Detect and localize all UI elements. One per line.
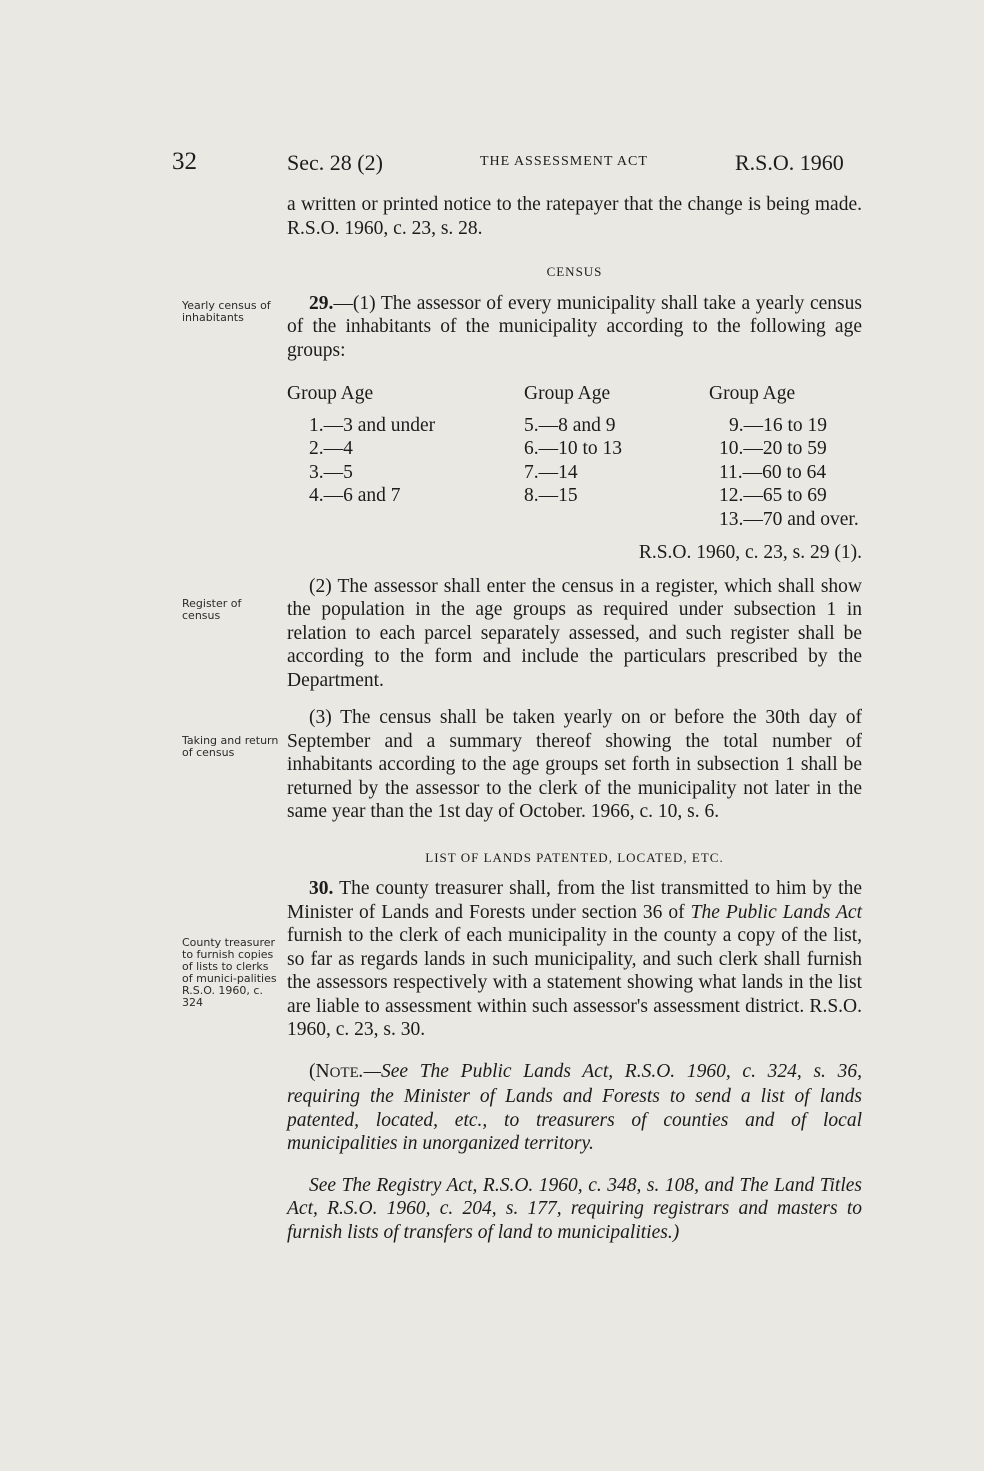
table-cell	[524, 508, 709, 532]
table-header-cell: Group Age	[709, 383, 796, 404]
note-paragraph	[287, 1060, 862, 1156]
margin-note-taking-return: Taking and return of census	[182, 734, 279, 759]
running-title: THE ASSESSMENT ACT	[480, 154, 648, 169]
table-cell: 4.—6 and 7	[309, 485, 401, 506]
table-header-row	[287, 382, 862, 414]
page-header	[0, 148, 984, 178]
margin-note-yearly-census: Yearly census of inhabitants	[182, 299, 271, 324]
intro-paragraph: a written or printed notice to the ratepayer that the change is being made. R.S.O. 1960, c. 23, s. 28.	[287, 194, 862, 239]
table-cell: 8.—15	[524, 485, 578, 506]
table-row	[287, 484, 862, 508]
section-30-number: 30.	[309, 878, 334, 899]
table-cell	[287, 508, 524, 532]
table-cell: 11.—60 to 64	[719, 461, 827, 483]
table-cell: 9.—16 to 19	[729, 414, 828, 436]
section-29-3-paragraph: (3) The census shall be taken yearly on or before the 30th day of September and a summary thereof showing the total number of inhabitants according to the age groups set forth in subsection 1 shall be returned by the assessor to the clerk of the municipality not later in the same year than the 1st day of October. 1966, c. 10, s. 6.	[287, 707, 862, 822]
note-text: .—See The Public Lands Act, R.S.O. 1960, c. 324, s. 36, requiring the Minister of Lands and Forests to send a list of lands patented, located, etc., to treasurers of counties and of local municipalities in unorganized territory.	[287, 1060, 862, 1154]
section-30-text-a: The county treasurer shall, from the list transmitted to him by the Minister of Lands and Forests under section 36 of	[287, 878, 862, 923]
table-cell: 2.—4	[309, 438, 353, 459]
heading-lands-patented: LIST OF LANDS PATENTED, LOCATED, ETC.	[425, 849, 724, 865]
page-number: 32	[172, 148, 197, 175]
public-lands-act-title: The Public Lands Act	[690, 901, 862, 923]
age-groups-table	[287, 382, 862, 531]
section-29-citation: R.S.O. 1960, c. 23, s. 29 (1).	[638, 542, 862, 563]
section-reference: Sec. 28 (2)	[287, 150, 383, 175]
table-cell: 10.—20 to 59	[719, 438, 827, 459]
table-row	[287, 414, 862, 438]
section-29-text: —(1) The assessor of every municipality shall take a yearly census of the inhabitants of the municipality according to the following age groups:	[287, 292, 862, 361]
note-label: OTE	[329, 1064, 359, 1081]
section-29-2-paragraph: (2) The assessor shall enter the census in a register, which shall show the population in the age groups as required under subsection 1 in relation to each parcel separately assessed, and such register shall be according to the form and include the particulars prescribed by the Department.	[287, 575, 862, 691]
document-body	[287, 193, 862, 1244]
table-row	[287, 508, 862, 532]
table-cell: 7.—14	[524, 461, 578, 483]
table-header-cell: Group Age	[287, 383, 374, 404]
table-cell: 13.—70 and over.	[719, 508, 859, 530]
margin-note-county-treasurer: County treasurer to furnish copies of lists to clerks of munici-palities R.S.O. 1960, c. 324	[182, 936, 277, 1009]
heading-census: CENSUS	[546, 264, 603, 279]
section-29-number: 29.	[309, 292, 334, 314]
section-29-paragraph	[287, 292, 862, 363]
table-row	[287, 461, 862, 485]
margin-note-register: Register of census	[182, 597, 242, 622]
table-cell: 3.—5	[309, 461, 353, 483]
table-cell: 12.—65 to 69	[719, 485, 827, 506]
statute-reference: R.S.O. 1960	[735, 150, 844, 175]
table-row	[287, 437, 862, 461]
table-header-cell: Group Age	[524, 383, 611, 404]
table-cell: 1.—3 and under	[309, 414, 436, 436]
table-cell: 6.—10 to 13	[524, 438, 623, 459]
note-second-paragraph: See The Registry Act, R.S.O. 1960, c. 348, s. 108, and The Land Titles Act, R.S.O. 1960, c. 204, s. 177, requiring registrars and masters to furnish lists of transfers of land to municipalities.)	[287, 1174, 862, 1243]
note-open: (N	[309, 1060, 330, 1082]
section-30-text-b: furnish to the clerk of each municipality in the county a copy of the list, so far as regards lands in such municipality, and such clerk shall furnish the assessors respectively with a statement showing what lands in the list are liable to assessment within such assessor's assessment district. R.S.O. 1960, c. 23, s. 30.	[287, 925, 862, 1040]
section-30-paragraph	[287, 877, 862, 1042]
table-cell: 5.—8 and 9	[524, 414, 616, 436]
